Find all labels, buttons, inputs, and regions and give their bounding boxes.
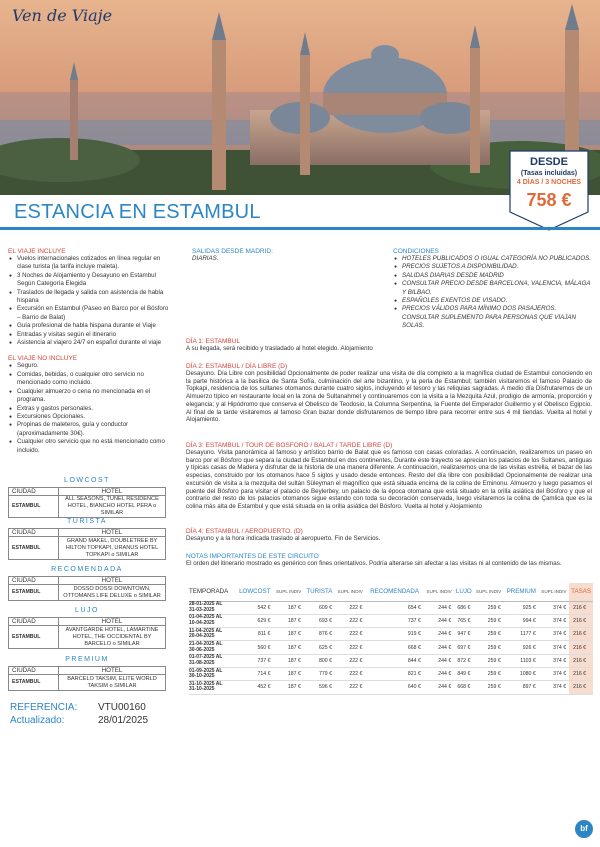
includes-heading: EL VIAJE INCLUYE <box>8 248 66 255</box>
itinerary-day-4 <box>186 528 592 543</box>
price-table-header <box>189 583 593 601</box>
includes-section <box>8 248 170 455</box>
col-header: TEMPORADA <box>189 583 236 601</box>
list-item: ● Asistencia al viajero 24/7 en español durante el viaje <box>8 339 170 347</box>
day-title: DÍA 4: ESTAMBUL / AEROPUERTO. (D) <box>186 528 303 535</box>
price-cell: 259 € <box>473 681 503 694</box>
list-item: ● Seguro. <box>8 362 170 370</box>
season-from: 31-10-2025 AL <box>189 680 223 687</box>
list-item: ● PRECIOS SUJETOS A DISPONIBILIDAD. <box>393 263 593 271</box>
day-title: DÍA 1: ESTAMBUL <box>186 338 241 345</box>
col-header: SUPL INDIV <box>335 583 365 601</box>
hotel-names: GRAND MAKEL, DOUBLETREE BY HILTON TOPKAPI, URANUS HOTEL TOPKAPI o SIMILAR <box>59 537 166 560</box>
price-cell: 244 € <box>424 628 454 641</box>
price-cell: 452 € <box>236 681 273 694</box>
price-badge <box>509 150 589 232</box>
reference-label: REFERENCIA: <box>10 702 78 713</box>
title-divider <box>0 227 600 230</box>
season-to: 30-10-2025 <box>189 673 215 680</box>
price-cell: 222 € <box>335 601 365 614</box>
col-header: SUPL INDIV <box>473 583 503 601</box>
includes-list <box>8 255 170 347</box>
reference <box>10 702 146 713</box>
hotel-category-title: RECOMENDADA <box>51 566 123 573</box>
not-included-list <box>8 362 170 454</box>
brand-logo[interactable]: Ven de Viaje <box>12 6 113 25</box>
price-cell: 668 € <box>454 681 473 694</box>
price-duration: 4 DÍAS / 3 NOCHES <box>516 179 582 186</box>
season-from: 01-09-2025 AL <box>189 667 223 674</box>
col-header: PREMIUM <box>504 583 539 601</box>
price-cell: 925 € <box>504 601 539 614</box>
notes-heading: NOTAS IMPORTANTES DE ESTE CIRCUITO <box>186 553 319 560</box>
price-cell: 629 € <box>236 614 273 627</box>
table-row <box>189 614 593 627</box>
price-cell: 259 € <box>473 654 503 667</box>
col-header: LUJO <box>454 583 473 601</box>
table-row <box>189 667 593 680</box>
hotel-table-premium <box>8 656 166 691</box>
updated-value: 28/01/2025 <box>98 715 149 726</box>
season-from: 28-01-2025 AL <box>189 601 223 608</box>
price-cell: 374 € <box>539 641 569 654</box>
price-cell: 259 € <box>473 641 503 654</box>
price-cell: 222 € <box>335 614 365 627</box>
col-city: CIUDAD <box>9 667 59 675</box>
price-cell: 374 € <box>539 681 569 694</box>
hotel-city: ESTAMBUL <box>9 537 59 560</box>
price-tasas-label: (Tasas incluidas) <box>520 170 578 177</box>
col-header: TASAS <box>569 583 593 601</box>
list-item: ● Cualquier almuerzo o cena no mencionada en el programa. <box>8 388 170 405</box>
price-cell: 714 € <box>236 667 273 680</box>
price-cell: 244 € <box>424 681 454 694</box>
price-cell: 947 € <box>454 628 473 641</box>
reference-value: VTU00160 <box>98 702 146 713</box>
table-row <box>189 628 593 641</box>
day-text: Desayuno. Visita panorámica al famoso y artístico barrio de Balat que es famoso con casas coloradas. A continuación, realizaremos un paseo en barco por el Bósforo que separa la ciudad de Estambul en dos continentes, Durante este trayecto se aprecian los palacios de los Sultanes, antiguas y típicas casas de Madera y disfrutar de la historia de una manera diferente. A continuación, realizaremos una de las visitas estrella, el bazar de las especias, construido por los otomanos hace 5 siglos y usado desde entonces. Resto del día libre con posibilidad Opcionalmente de realizar una excursión de visita a la mezquita del sultán Süleyman el magnífico que está situada encima de la colina de Eminonu. Almuerzo y luego pasamos el puente del Bósforo para visitar el palacio de Beylerbey, un palacio de la época otomana que está situado en la orilla asiática del Bósforo y que el contrario del resto de los palacios otomanos sigue estando con toda su decoración conservada, luego visitaremos la colina de Çamlica que es la colina más alta de Estambul y que está situada en la orilla asiática del Bósforo. Vuelta al hotel y Alojamiento <box>186 449 592 510</box>
footer-logo: bf <box>575 820 593 838</box>
notes-text: El orden del itinerario mostrado es genérico con fines orientativos. Podría alterarse sin afectar a las visitas ni al contenido de las mismas. <box>186 560 562 567</box>
col-city: CIUDAD <box>9 488 59 496</box>
hotel-city: ESTAMBUL <box>9 675 59 691</box>
table-row <box>189 654 593 667</box>
price-cell: 811 € <box>236 628 273 641</box>
season-cell <box>189 628 236 641</box>
col-header: SUPL INDIV <box>273 583 303 601</box>
price-cell: 560 € <box>236 641 273 654</box>
price-cell: 187 € <box>273 628 303 641</box>
price-cell: 216 € <box>569 681 593 694</box>
price-cell: 259 € <box>473 614 503 627</box>
hotel-names: DOSSO DOSSI DOWNTOWN, OTTOMANS LIFE DELUXE o SIMILAR <box>59 585 166 601</box>
price-cell: 222 € <box>335 667 365 680</box>
list-item: ● Extras y gastos personales. <box>8 405 170 413</box>
price-cell: 1103 € <box>504 654 539 667</box>
season-from: 01-04-2025 AL <box>189 614 223 621</box>
hotel-category-title: LUJO <box>75 607 99 614</box>
price-cell: 216 € <box>569 601 593 614</box>
day-text: A su llegada, será recibido y trasladado al hotel elegido. Alojamiento <box>186 345 373 352</box>
departures-value: DIARIAS. <box>192 255 219 262</box>
list-item: ● Cualquier otro servicio que no está mencionado como incluido. <box>8 438 170 455</box>
price-cell: 779 € <box>304 667 335 680</box>
season-cell <box>189 614 236 627</box>
price-cell: 259 € <box>473 628 503 641</box>
col-header: TURISTA <box>304 583 335 601</box>
conditions-heading: CONDICIONES <box>393 248 439 255</box>
itinerary-day-2 <box>186 363 592 424</box>
price-cell: 374 € <box>539 654 569 667</box>
season-to: 31-10-2025 <box>189 686 215 693</box>
list-item: ● Traslados de llegada y salida con asistencia de habla hispana <box>8 289 170 306</box>
price-cell: 222 € <box>335 654 365 667</box>
price-cell: 844 € <box>365 654 424 667</box>
season-to: 20-04-2025 <box>189 633 215 640</box>
hotel-names: BARCELO TAKSIM, ELITE WORLD TAKSIM o SIMILAR <box>59 675 166 691</box>
price-cell: 259 € <box>473 667 503 680</box>
price-cell: 737 € <box>236 654 273 667</box>
list-item: ● 3 Noches de Alojamiento y Desayuno en Estambul Según Categoría Elegida <box>8 272 170 289</box>
col-city: CIUDAD <box>9 577 59 585</box>
price-cell: 919 € <box>365 628 424 641</box>
price-cell: 244 € <box>424 614 454 627</box>
list-item: ● Guía profesional de habla hispana durante el Viaje <box>8 322 170 330</box>
season-cell <box>189 601 236 614</box>
price-cell: 737 € <box>365 614 424 627</box>
col-header: SUPL INDIV <box>424 583 454 601</box>
season-cell <box>189 641 236 654</box>
season-cell <box>189 681 236 694</box>
price-cell: 187 € <box>273 614 303 627</box>
col-hotel: HOTEL <box>59 667 166 675</box>
price-cell: 693 € <box>304 614 335 627</box>
price-cell: 216 € <box>569 654 593 667</box>
table-row <box>189 681 593 694</box>
col-hotel: HOTEL <box>59 577 166 585</box>
list-item: ● Excursiones Opcionales. <box>8 413 170 421</box>
season-to: 31-08-2025 <box>189 659 215 666</box>
price-cell: 876 € <box>304 628 335 641</box>
list-item: ● Entradas y visitas según el itinerario <box>8 331 170 339</box>
price-cell: 216 € <box>569 641 593 654</box>
price-cell: 849 € <box>454 667 473 680</box>
list-item: ● PRECIOS VÁLIDOS PARA MÍNIMO DOS PASAJEROS. CONSULTAR SUPLEMENTO PARA PERSONAS QUE VIAJAN SOLAS. <box>393 305 593 330</box>
day-title: DÍA 3: ESTAMBUL / TOUR DE BOSFORO / BALAT / TARDE LIBRE (D) <box>186 442 393 449</box>
price-cell: 244 € <box>424 641 454 654</box>
col-hotel: HOTEL <box>59 488 166 496</box>
conditions-list <box>393 255 593 331</box>
list-item: ● Propinas de maleteros, guía y conductor (aproximadamente 30€). <box>8 421 170 438</box>
price-cell: 625 € <box>304 641 335 654</box>
itinerary-day-1 <box>186 338 592 353</box>
col-header: SUPL INDIV <box>539 583 569 601</box>
hotel-table-lujo <box>8 607 166 649</box>
list-item: ● Vuelos internacionales cotizados en línea regular en clase turista (la tarifa incluye maleta). <box>8 255 170 272</box>
list-item: ● HOTELES PUBLICADOS O IGUAL CATEGORÍA NO PUBLICADOS. <box>393 255 593 263</box>
price-cell: 897 € <box>504 681 539 694</box>
price-cell: 640 € <box>365 681 424 694</box>
hotel-category-title: PREMIUM <box>65 656 109 663</box>
price-cell: 374 € <box>539 667 569 680</box>
day-text: Desayuno y a la hora indicada traslado al aeropuerto. Fin de Servicios. <box>186 535 381 542</box>
list-item: ● SALIDAS DIARIAS DESDE MADRID <box>393 272 593 280</box>
price-cell: 686 € <box>454 601 473 614</box>
price-cell: 821 € <box>365 667 424 680</box>
table-row <box>189 601 593 614</box>
day-text: Desayuno. Día Libre con posibilidad Opcionalmente de poder realizar una visita de día completo a la magnífica ciudad de Estambul conociendo en la parte histórica a la basílica de Santa Sofía, culminación del arte bizantino, y la perla de Estambul; también visitaremos el famoso Palacio de Topkapi, residencia de los sultanes otomanos durante cuatro siglos, incluyendo el tesoro y las reliquias sagradas. A medio día Disfrutaremos de un Almuerzo típico en restaurante local en la zona de Sultanahmet y continuaremos con la visita a la Mezquita Azul, prodigio de armonía, proporción y elegancia; y al Hipódromo que conserva el Obelisco de Teodosio, la Columna Serpentina, la Fuente del Emperador Guillermo y el Obelisco Egipcio. Al final de la tarde visitaremos al famoso Gran bazar donde disfrutaremos de tiempo libre para recorrer entre sus 4 mil tiendas. Vuelta al hotel y Alojamiento. <box>186 370 592 424</box>
season-to: 10-04-2025 <box>189 619 215 626</box>
price-cell: 765 € <box>454 614 473 627</box>
season-from: 11-04-2025 AL <box>189 627 223 634</box>
price-cell: 926 € <box>504 641 539 654</box>
price-cell: 697 € <box>454 641 473 654</box>
col-hotel: HOTEL <box>59 529 166 537</box>
price-cell: 216 € <box>569 667 593 680</box>
price-cell: 994 € <box>504 614 539 627</box>
price-cell: 222 € <box>335 628 365 641</box>
price-cell: 872 € <box>454 654 473 667</box>
col-city: CIUDAD <box>9 618 59 626</box>
col-hotel: HOTEL <box>59 618 166 626</box>
price-cell: 374 € <box>539 601 569 614</box>
price-cell: 259 € <box>473 601 503 614</box>
list-item: ● ESPAÑOLES EXENTOS DE VISADO. <box>393 297 593 305</box>
price-cell: 244 € <box>424 667 454 680</box>
departures-heading: SALIDAS DESDE MADRID: <box>192 248 273 255</box>
updated-label: Actualizado: <box>10 715 65 726</box>
hotel-category-title: LOWCOST <box>64 477 110 484</box>
hotel-table-recomendada <box>8 566 166 601</box>
itinerary-day-3 <box>186 442 592 511</box>
list-item: ● Excursión en Estambul (Paseo en Barco por el Bósforo – Barrio de Balat) <box>8 305 170 322</box>
hotel-city: ESTAMBUL <box>9 585 59 601</box>
price-cell: 596 € <box>304 681 335 694</box>
price-table <box>189 583 593 695</box>
season-cell <box>189 667 236 680</box>
price-cell: 800 € <box>304 654 335 667</box>
price-cell: 187 € <box>273 601 303 614</box>
price-cell: 374 € <box>539 614 569 627</box>
col-header: RECOMENDADA <box>365 583 424 601</box>
season-to: 31-03-2025 <box>189 606 215 613</box>
list-item: ● Comidas, bebidas, o cualquier otro servicio no mencionado como incluido. <box>8 371 170 388</box>
table-row <box>189 641 593 654</box>
hotel-table-lowcost <box>8 477 166 518</box>
price-cell: 609 € <box>304 601 335 614</box>
hotel-category-title: TURISTA <box>67 518 107 525</box>
season-to: 30-06-2025 <box>189 646 215 653</box>
price-cell: 216 € <box>569 628 593 641</box>
price-cell: 244 € <box>424 654 454 667</box>
price-cell: 374 € <box>539 628 569 641</box>
important-notes <box>186 553 592 568</box>
list-item: ● CONSULTAR PRECIO DESDE BARCELONA, VALENCIA, MÁLAGA Y BILBAO. <box>393 280 593 297</box>
price-cell: 1080 € <box>504 667 539 680</box>
col-city: CIUDAD <box>9 529 59 537</box>
price-cell: 244 € <box>424 601 454 614</box>
page-title: ESTANCIA EN ESTAMBUL <box>14 201 261 223</box>
col-header: LOWCOST <box>236 583 273 601</box>
season-from: 01-07-2025 AL <box>189 654 223 661</box>
price-cell: 668 € <box>365 641 424 654</box>
hotel-table-turista <box>8 518 166 560</box>
price-cell: 187 € <box>273 654 303 667</box>
price-cell: 187 € <box>273 681 303 694</box>
day-title: DÍA 2: ESTAMBUL / DÍA LIBRE (D) <box>186 363 288 370</box>
hotel-names: ALL SEASONS, TUNEL RESIDENCE HOTEL, BIANCHO HOTEL PERA o SIMILAR <box>59 496 166 518</box>
price-desde-label: DESDE <box>530 156 568 168</box>
price-cell: 222 € <box>335 641 365 654</box>
season-cell <box>189 654 236 667</box>
departures-section <box>192 248 372 263</box>
updated <box>10 715 149 726</box>
price-cell: 654 € <box>365 601 424 614</box>
season-from: 21-04-2025 AL <box>189 640 223 647</box>
conditions-section <box>393 248 593 331</box>
price-cell: 216 € <box>569 614 593 627</box>
price-cell: 222 € <box>335 681 365 694</box>
hotel-city: ESTAMBUL <box>9 626 59 649</box>
price-cell: 1177 € <box>504 628 539 641</box>
hotel-names: AVANTGARDE HOTEL, LAMARTINE HOTEL, THE OCCIDENTAL BY BARCELO o SIMILAR <box>59 626 166 649</box>
price-amount: 758 € <box>526 190 572 210</box>
price-cell: 187 € <box>273 667 303 680</box>
hotel-city: ESTAMBUL <box>9 496 59 518</box>
not-included-heading: EL VIAJE NO INCLUYE <box>8 355 78 363</box>
price-cell: 542 € <box>236 601 273 614</box>
price-cell: 187 € <box>273 641 303 654</box>
